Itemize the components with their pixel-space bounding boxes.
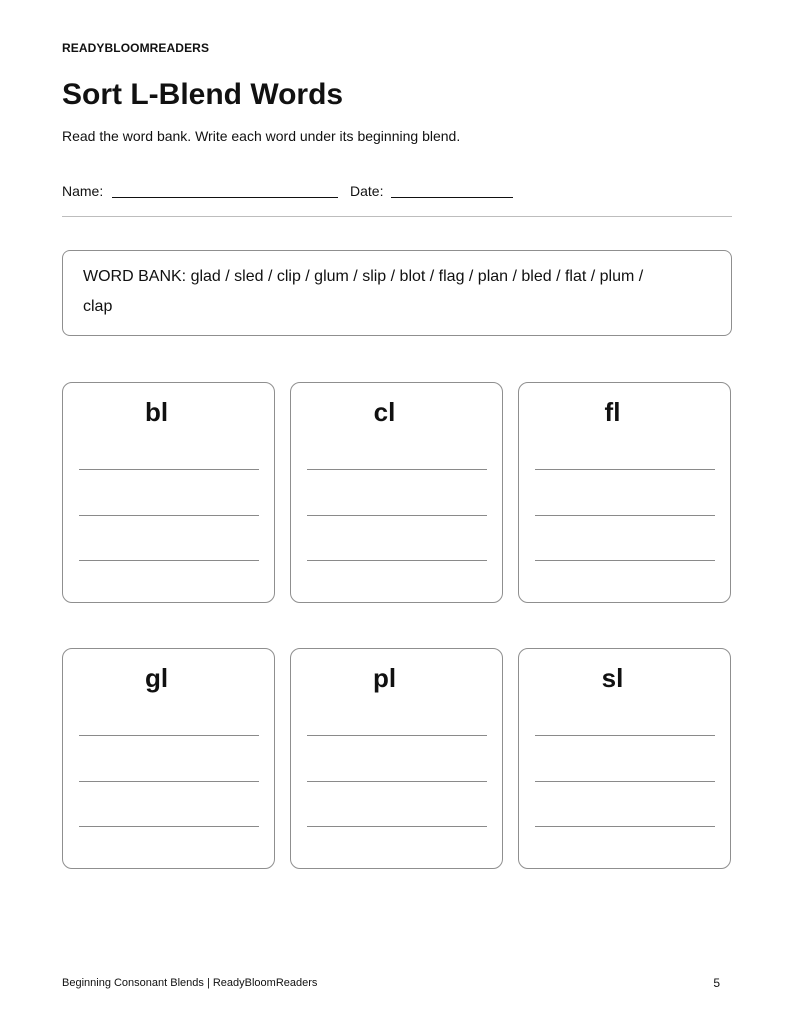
blend-heading: fl [604,397,621,427]
header-divider [62,216,732,217]
sort-box-cl [290,382,503,603]
write-line[interactable] [79,781,259,782]
sort-box-bl [62,382,275,603]
write-line[interactable] [535,781,715,782]
name-date-row [62,181,742,205]
instructions: Read the word bank. Write each word under its beginning blend. [62,128,461,144]
write-line[interactable] [535,735,715,736]
name-field[interactable] [112,197,338,198]
write-line[interactable] [535,515,715,516]
sort-box-gl [62,648,275,869]
blend-heading: pl [372,663,397,693]
blend-heading: sl [601,663,624,693]
sort-box-sl [518,648,731,869]
write-line[interactable] [307,515,487,516]
write-line[interactable] [307,560,487,561]
write-line[interactable] [535,826,715,827]
word-bank-text: WORD BANK: glad / sled / clip / glum / slip / blot / flag / plan / bled / flat / plum / clap [83,268,644,315]
footer-text: Beginning Consonant Blends | ReadyBloomReaders [62,977,318,989]
page-title: Sort L-Blend Words [62,78,344,111]
write-line[interactable] [79,735,259,736]
write-line[interactable] [307,469,487,470]
name-label: Name: [62,183,104,199]
write-line[interactable] [79,560,259,561]
blend-heading: gl [144,663,169,693]
write-line[interactable] [307,826,487,827]
write-line[interactable] [307,735,487,736]
write-line[interactable] [79,826,259,827]
write-line[interactable] [79,469,259,470]
write-line[interactable] [307,781,487,782]
sort-box-fl [518,382,731,603]
word-bank [62,250,732,336]
date-field[interactable] [391,197,513,198]
write-line[interactable] [535,560,715,561]
write-line[interactable] [535,469,715,470]
blend-heading: cl [373,397,396,427]
write-line[interactable] [79,515,259,516]
sort-box-pl [290,648,503,869]
blend-heading: bl [144,397,169,427]
brand-name: READYBLOOMREADERS [62,41,210,55]
page-number: 5 [713,976,720,990]
date-label: Date: [350,183,384,199]
